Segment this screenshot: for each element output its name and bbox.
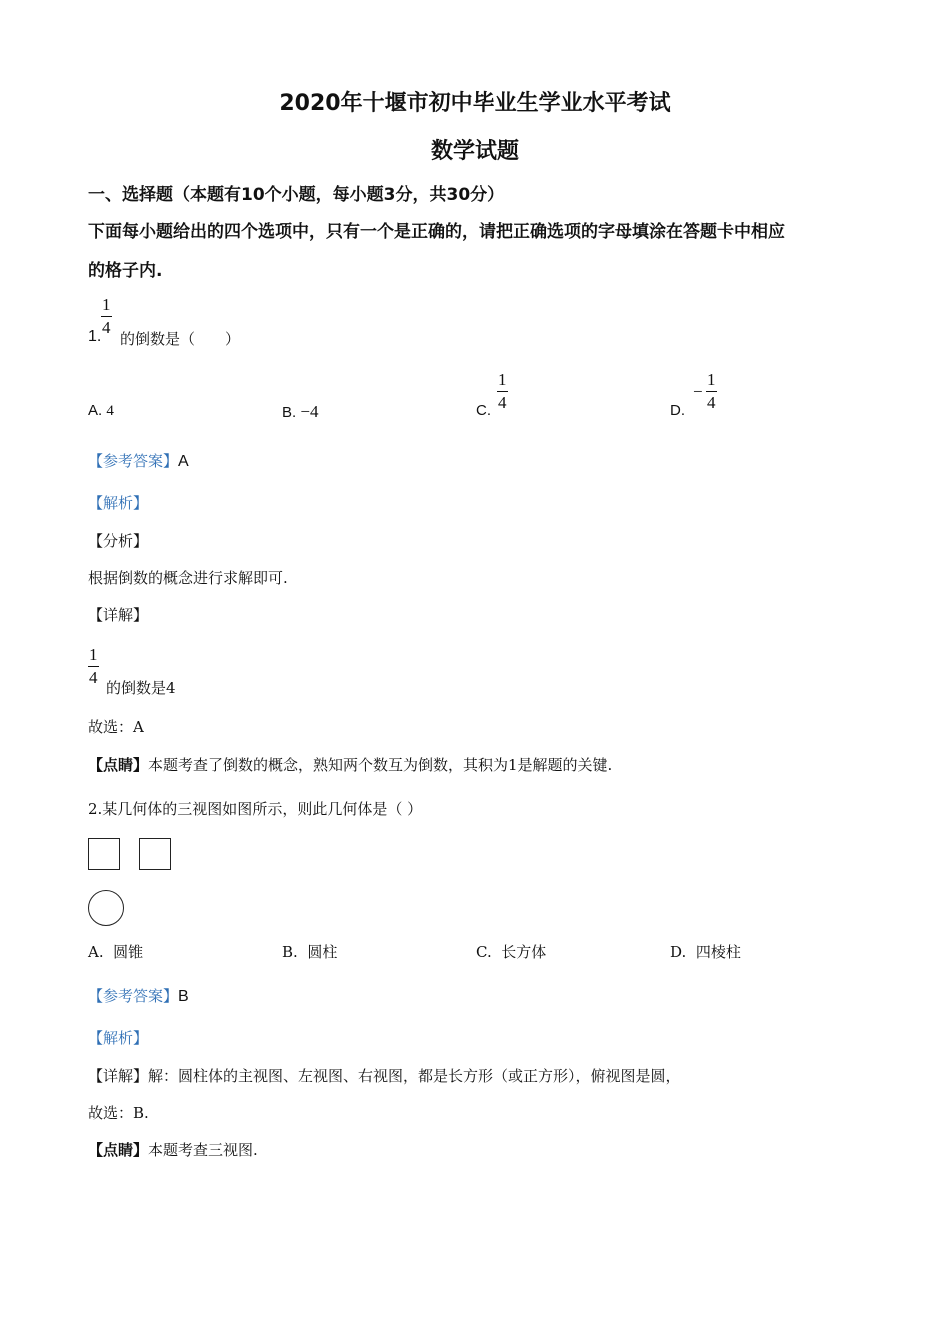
instructions-line-1: 下面每小题给出的四个选项中，只有一个是正确的，请把正确选项的字母填涂在答题卡中相应 [88,222,785,242]
q2-option-b-label: B. [282,943,298,961]
q2-option-b [282,941,337,962]
q1-detail-fraction [88,646,99,687]
q1-detail-den: 4 [89,668,98,687]
q2-comment-tag: 【点睛】 [88,1141,149,1159]
q1-detail-bar [88,666,99,667]
page-title: 2020年十堰市初中毕业生学业水平考试 [279,91,671,116]
q1-fenxi-text: 根据倒数的概念进行求解即可. [88,569,288,587]
q2-answer-value: B [178,988,189,1005]
q1-fenxi-tag: 【分析】 [88,532,149,550]
q1-option-d-num: 1 [707,370,716,389]
q1-frac-bar [101,316,112,317]
q1-detail-num: 1 [89,645,98,664]
q1-frac-den: 4 [102,318,111,337]
q1-option-a [88,402,114,420]
q1-stem-fraction [101,296,112,337]
q1-answer-value: A [178,453,189,470]
q1-comment [88,754,612,775]
q2-option-b-value: 圆柱 [307,943,338,961]
q1-option-d-den: 4 [707,393,716,412]
q1-option-c-den: 4 [498,393,507,412]
q1-option-d-bar [706,391,717,392]
q2-option-c [476,941,546,962]
q2-option-a-value: 圆锥 [113,943,144,961]
q2-answer-line [88,985,189,1006]
q1-option-a-label: A. [88,402,103,419]
q1-stem-text: 的倒数是（ ） [120,330,241,348]
q1-frac-num: 1 [102,295,111,314]
q2-option-c-value: 长方体 [501,943,547,961]
q2-option-d [670,941,741,962]
q1-option-c-bar [497,391,508,392]
q2-detail-text: 解：圆柱体的主视图、左视图、右视图，都是长方形（或正方形），俯视图是圆， [148,1067,681,1085]
q1-option-b-label: B. [282,404,297,421]
q1-answer-tag: 【参考答案】 [88,452,179,470]
q2-stem: 2.某几何体的三视图如图所示，则此几何体是（ ） [88,800,423,818]
section-heading: 一、选择题（本题有10个小题，每小题3分，共30分） [88,185,505,205]
q1-option-a-value: 4 [106,403,114,419]
q1-option-b [282,402,318,422]
q1-choice-text: 故选：A [88,718,144,736]
q2-option-a-label: A. [88,943,104,961]
q2-detail-tag: 【详解】 [88,1067,149,1085]
q2-option-c-label: C. [476,943,492,961]
side-view-square [139,838,171,870]
q1-answer-line [88,450,189,471]
q2-option-d-value: 四棱柱 [695,943,741,961]
q2-choice-text: 故选：B. [88,1104,149,1122]
q2-option-a [88,941,143,962]
q2-comment-text: 本题考查三视图. [148,1141,258,1159]
q2-comment [88,1139,258,1160]
q1-option-d-fraction [706,371,717,412]
q1-option-d-label: D. [670,402,685,419]
q1-analysis-tag: 【解析】 [88,494,149,512]
q1-option-c-fraction [497,371,508,412]
q1-number: 1. [88,328,102,345]
instructions-line-2: 的格子内. [88,261,163,281]
front-view-square [88,838,120,870]
q2-analysis-tag: 【解析】 [88,1029,149,1047]
q1-option-c-num: 1 [498,370,507,389]
q2-option-d-label: D. [670,943,687,961]
top-view-circle [88,890,124,926]
q2-detail [88,1065,681,1086]
page-subtitle: 数学试题 [430,139,519,164]
q1-comment-text: 本题考查了倒数的概念，熟知两个数互为倒数，其积为1是解题的关键. [148,756,613,774]
q2-answer-tag: 【参考答案】 [88,987,179,1005]
q1-option-c-label: C. [476,402,491,419]
q1-detail-tag: 【详解】 [88,606,149,624]
q1-detail-text: 的倒数是4 [106,679,176,697]
q1-option-d-sign: − [693,382,703,401]
q1-comment-tag: 【点睛】 [88,756,149,774]
q1-option-b-value: −4 [300,402,319,421]
